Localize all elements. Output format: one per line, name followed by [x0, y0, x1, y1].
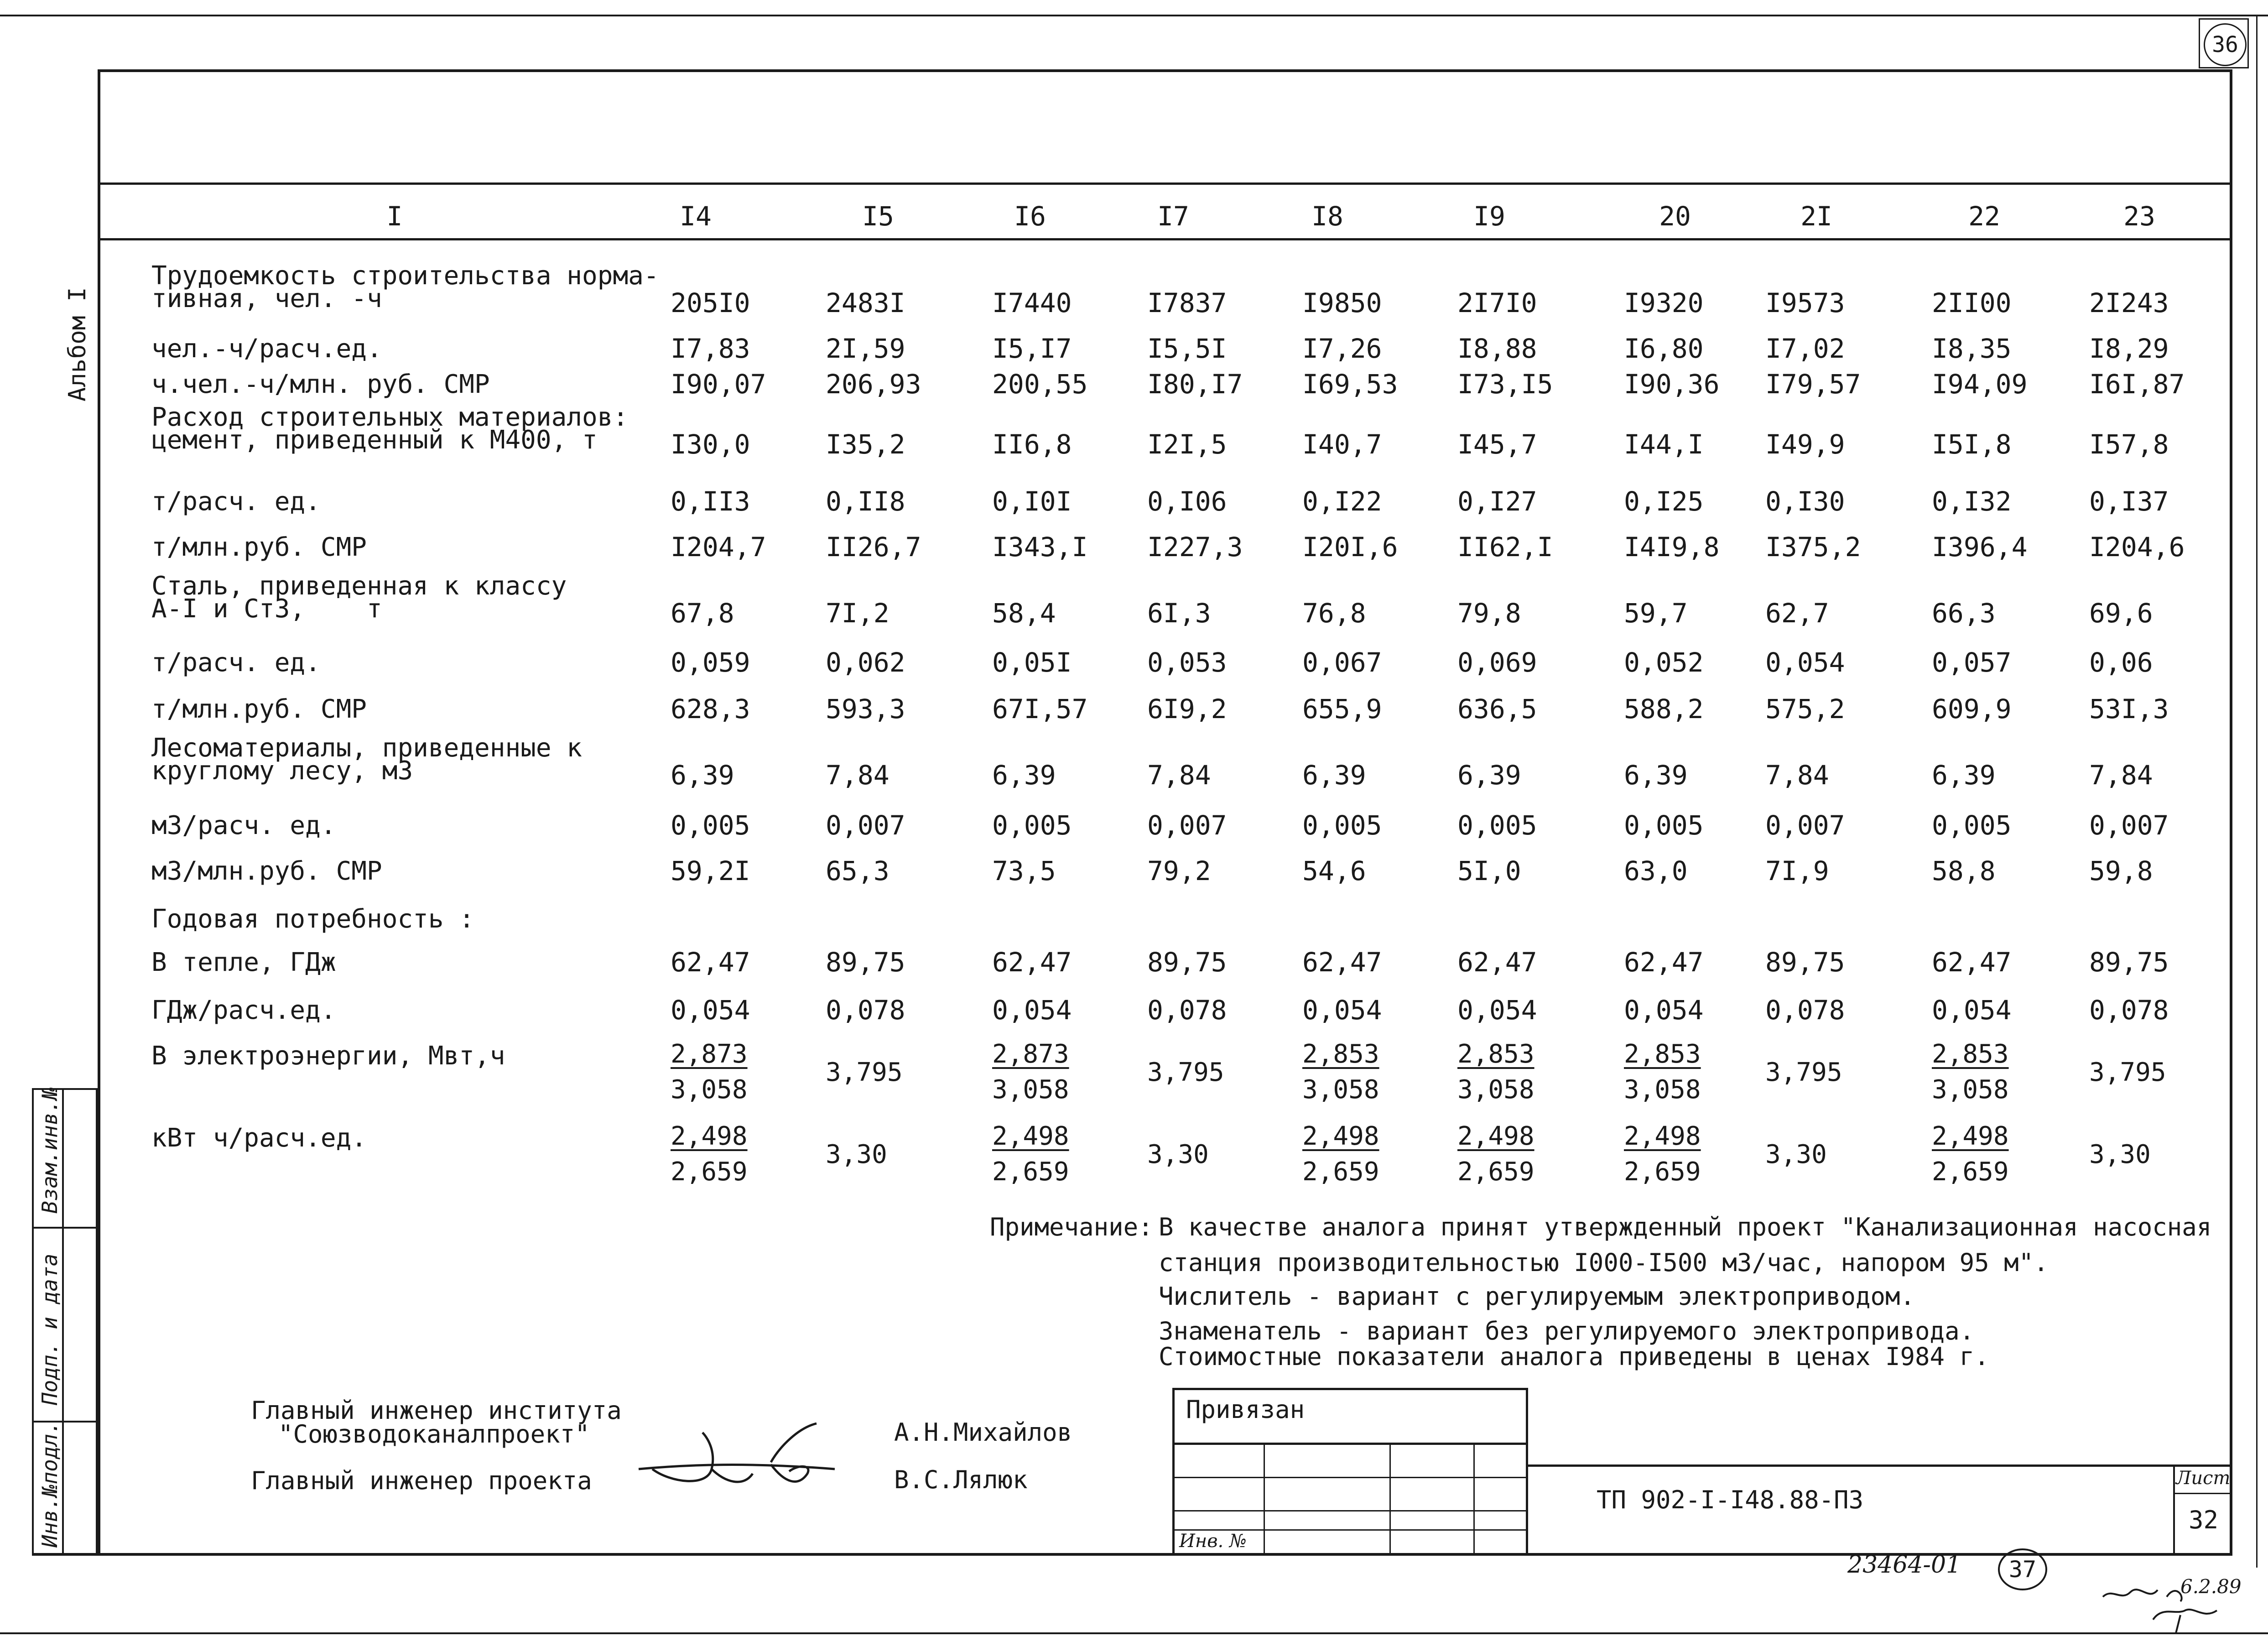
row-label: м3/млн.руб. СМР	[151, 856, 382, 886]
table-cell: I2I,5	[1147, 429, 1227, 460]
table-cell: 0,I32	[1932, 486, 2012, 517]
table-cell: 0,I25	[1624, 486, 1704, 517]
table-cell: 66,3	[1932, 598, 1996, 629]
fraction-numerator: 2,498	[1932, 1121, 2009, 1151]
table-cell: 62,47	[1457, 947, 1537, 978]
table-cell: 0,054	[1932, 995, 2012, 1026]
fraction-numerator: 2,498	[671, 1121, 748, 1151]
fraction-cell	[1457, 1037, 1535, 1108]
table-cell: 0,005	[1624, 810, 1704, 841]
table-cell: I35,2	[826, 429, 905, 460]
table-cell: 0,053	[1147, 647, 1227, 678]
header-bottom-line	[98, 238, 2232, 240]
table-cell: 6,39	[671, 760, 734, 791]
table-cell: I6,80	[1624, 333, 1704, 364]
side-stamp-inv-orig: Инв.№подл.	[37, 1421, 62, 1548]
fraction-cell	[1302, 1119, 1379, 1190]
table-cell: 655,9	[1302, 693, 1382, 724]
table-cell: I204,7	[671, 532, 766, 563]
row-label: Расход строительных материалов: цемент, приведенный к М400, т	[151, 402, 629, 455]
archive-number: 23464-01	[1847, 1551, 1961, 1579]
note-line-3: Числитель - вариант с регулируемым электроприводом.	[1159, 1282, 1915, 1311]
chief-engineer-institute-title: Главный инженер института	[251, 1396, 622, 1425]
table-cell: 63,0	[1624, 855, 1688, 886]
table-cell: 7I,2	[826, 598, 890, 629]
fraction-cell	[1147, 1055, 1224, 1090]
fraction-numerator: 2,498	[992, 1121, 1069, 1151]
row-label: т/млн.руб. СМР	[151, 694, 367, 724]
fraction-denominator: 2,659	[671, 1157, 748, 1187]
fraction-cell	[2089, 1137, 2151, 1173]
table-cell: 0,007	[1147, 810, 1227, 841]
table-cell: 0,007	[2089, 810, 2169, 841]
fraction-single-value: 3,30	[2089, 1140, 2151, 1169]
fraction-cell	[1624, 1037, 1701, 1108]
table-cell: 0,054	[1765, 647, 1845, 678]
table-cell: I80,I7	[1147, 369, 1243, 400]
header-col-5: I8	[1311, 201, 1343, 232]
table-cell: I7837	[1147, 287, 1227, 318]
table-cell: 59,8	[2089, 855, 2153, 886]
table-cell: I8,88	[1457, 333, 1537, 364]
table-cell: 0,078	[1147, 995, 1227, 1026]
fraction-numerator: 2,498	[1457, 1121, 1535, 1151]
fraction-numerator: 2,498	[1302, 1121, 1379, 1151]
table-cell: 0,II8	[826, 486, 905, 517]
fraction-numerator: 2,853	[1302, 1039, 1379, 1069]
table-cell: I343,I	[992, 532, 1088, 563]
fraction-denominator: 2,659	[1932, 1157, 2009, 1187]
table-cell: II26,7	[826, 532, 921, 563]
table-cell: 2I,59	[826, 333, 905, 364]
table-cell: 0,005	[671, 810, 750, 841]
table-cell: I57,8	[2089, 429, 2169, 460]
table-cell: I79,57	[1765, 369, 1861, 400]
table-cell: 67,8	[671, 598, 734, 629]
fraction-cell	[1932, 1119, 2009, 1190]
table-cell: I40,7	[1302, 429, 1382, 460]
fraction-cell	[826, 1137, 887, 1173]
sheet-number: 32	[2189, 1506, 2219, 1534]
fraction-numerator: 2,853	[1624, 1039, 1701, 1069]
frame-right	[2230, 69, 2232, 1556]
fraction-denominator: 2,659	[1624, 1157, 1701, 1187]
table-cell: 0,005	[1302, 810, 1382, 841]
side-stamp-signature: Подп. и дата	[37, 1253, 62, 1405]
fraction-cell	[992, 1119, 1069, 1190]
table-cell: 89,75	[826, 947, 905, 978]
fraction-single-value: 3,795	[1765, 1058, 1842, 1087]
table-cell: 575,2	[1765, 693, 1845, 724]
row-label: кВт ч/расч.ед.	[151, 1123, 367, 1153]
fraction-cell	[1765, 1137, 1827, 1173]
fraction-single-value: 3,795	[826, 1058, 903, 1087]
table-cell: 0,052	[1624, 647, 1704, 678]
row-label: Лесоматериалы, приведенные к круглому лесу, м3	[151, 733, 583, 786]
table-cell: 0,054	[1624, 995, 1704, 1026]
row-label: Трудоемкость строительства норма- тивная, чел. -ч	[151, 261, 659, 313]
table-cell: 0,005	[1932, 810, 2012, 841]
archive-circle: 37	[1998, 1548, 2047, 1590]
row-label: В электроэнергии, Мвт,ч	[151, 1041, 505, 1071]
signer-name-1: А.Н.Михайлов	[894, 1418, 1072, 1447]
table-cell: 73,5	[992, 855, 1056, 886]
table-cell: 609,9	[1932, 693, 2012, 724]
table-cell: 79,2	[1147, 855, 1211, 886]
table-cell: I5,I7	[992, 333, 1072, 364]
table-cell: 0,005	[992, 810, 1072, 841]
table-cell: I44,I	[1624, 429, 1704, 460]
fraction-denominator: 3,058	[992, 1075, 1069, 1105]
note-line-4: Знаменатель - вариант без регулируемого электропривода.	[1159, 1317, 1975, 1345]
table-cell: 2I7I0	[1457, 287, 1537, 318]
table-cell: 2II00	[1932, 287, 2012, 318]
table-cell: 628,3	[671, 693, 750, 724]
table-cell: 79,8	[1457, 598, 1521, 629]
table-cell: 0,054	[992, 995, 1072, 1026]
table-cell: I7440	[992, 287, 1072, 318]
header-col-label: I	[386, 201, 403, 232]
table-cell: I7,83	[671, 333, 750, 364]
table-cell: I9850	[1302, 287, 1382, 318]
table-cell: 205I0	[671, 287, 750, 318]
table-cell: 6I9,2	[1147, 693, 1227, 724]
table-cell: I90,36	[1624, 369, 1720, 400]
table-cell: 6,39	[1302, 760, 1366, 791]
fraction-cell	[1765, 1055, 1842, 1090]
table-cell: 6I,3	[1147, 598, 1211, 629]
table-cell: 69,6	[2089, 598, 2153, 629]
table-cell: 0,054	[1457, 995, 1537, 1026]
row-label: Годовая потребность :	[151, 904, 475, 934]
fraction-numerator: 2,873	[992, 1039, 1069, 1069]
table-cell: I204,6	[2089, 532, 2185, 563]
header-col-4: I7	[1157, 201, 1189, 232]
table-cell: 0,I27	[1457, 486, 1537, 517]
outer-bottom-line	[0, 1632, 2268, 1634]
table-cell: I8,29	[2089, 333, 2169, 364]
attached-label: Привязан	[1186, 1395, 1305, 1424]
table-cell: 89,75	[1147, 947, 1227, 978]
note-line-1: В качестве аналога принят утвержденный проект "Канализационная насосная	[1159, 1213, 2212, 1241]
table-cell: 0,078	[826, 995, 905, 1026]
table-cell: I7,02	[1765, 333, 1845, 364]
table-cell: I9573	[1765, 287, 1845, 318]
fraction-denominator: 3,058	[1302, 1075, 1379, 1105]
fraction-cell	[1932, 1037, 2009, 1108]
fraction-single-value: 3,795	[1147, 1058, 1224, 1087]
header-col-6: I9	[1473, 201, 1505, 232]
table-cell: 2483I	[826, 287, 905, 318]
table-cell: 58,4	[992, 598, 1056, 629]
frame-top	[98, 69, 2232, 72]
table-cell: 62,47	[992, 947, 1072, 978]
fraction-denominator: 3,058	[1457, 1075, 1535, 1105]
table-cell: 0,005	[1457, 810, 1537, 841]
table-cell: I20I,6	[1302, 532, 1398, 563]
table-cell: 0,057	[1932, 647, 2012, 678]
table-cell: 89,75	[1765, 947, 1845, 978]
table-cell: I45,7	[1457, 429, 1537, 460]
table-cell: 0,069	[1457, 647, 1537, 678]
note-line-2: станция производительностью I000-I500 м3/час, напором 95 м".	[1159, 1248, 2049, 1277]
inventory-number-label: Инв. №	[1179, 1531, 1247, 1552]
header-col-10: 23	[2123, 201, 2155, 232]
table-cell: 0,007	[1765, 810, 1845, 841]
fraction-numerator: 2,873	[671, 1039, 748, 1069]
table-cell: I6I,87	[2089, 369, 2185, 400]
row-label: т/расч. ед.	[151, 487, 321, 516]
table-cell: 62,47	[1932, 947, 2012, 978]
table-cell: 62,7	[1765, 598, 1829, 629]
table-cell: 7,84	[1147, 760, 1211, 791]
chief-engineer-project-title: Главный инженер проекта	[251, 1466, 592, 1495]
fraction-single-value: 3,30	[1765, 1140, 1827, 1169]
sheet-badge-number: 36	[2204, 23, 2247, 66]
table-cell: 7,84	[2089, 760, 2153, 791]
table-cell: 76,8	[1302, 598, 1366, 629]
fraction-cell	[1302, 1037, 1379, 1108]
row-label: ГДж/расч.ед.	[151, 995, 336, 1025]
header-col-3: I6	[1014, 201, 1046, 232]
fraction-denominator: 3,058	[671, 1075, 748, 1105]
fraction-cell	[1147, 1137, 1209, 1173]
fraction-numerator: 2,853	[1932, 1039, 2009, 1069]
row-label: ч.чел.-ч/млн. руб. СМР	[151, 370, 490, 399]
note-line-5: Стоимостные показатели аналога приведены в ценах I984 г.	[1159, 1342, 1989, 1371]
header-col-9: 22	[1968, 201, 2000, 232]
fraction-single-value: 3,795	[2089, 1058, 2166, 1087]
fraction-denominator: 2,659	[1302, 1157, 1379, 1187]
fraction-single-value: 3,30	[1147, 1140, 1209, 1169]
table-cell: 0,I06	[1147, 486, 1227, 517]
row-label: В тепле, ГДж	[151, 948, 336, 977]
table-cell: I5,5I	[1147, 333, 1227, 364]
fraction-cell	[671, 1037, 748, 1108]
table-cell: 54,6	[1302, 855, 1366, 886]
table-cell: I4I9,8	[1624, 532, 1720, 563]
fraction-numerator: 2,853	[1457, 1039, 1535, 1069]
table-cell: I7,26	[1302, 333, 1382, 364]
header-col-1: I4	[680, 201, 712, 232]
table-cell: 588,2	[1624, 693, 1704, 724]
fraction-single-value: 3,30	[826, 1140, 887, 1169]
table-cell: 0,I30	[1765, 486, 1845, 517]
table-cell: 59,2I	[671, 855, 750, 886]
table-cell: 0,054	[1302, 995, 1382, 1026]
table-cell: I375,2	[1765, 532, 1861, 563]
table-cell: 0,I22	[1302, 486, 1382, 517]
table-cell: I73,I5	[1457, 369, 1553, 400]
table-cell: 0,054	[671, 995, 750, 1026]
table-cell: I94,09	[1932, 369, 2028, 400]
table-cell: II62,I	[1457, 532, 1553, 563]
table-cell: 0,062	[826, 647, 905, 678]
table-cell: 0,05I	[992, 647, 1072, 678]
table-cell: I9320	[1624, 287, 1704, 318]
table-cell: 6,39	[1457, 760, 1521, 791]
table-cell: I227,3	[1147, 532, 1243, 563]
fraction-cell	[1457, 1119, 1535, 1190]
row-label: м3/расч. ед.	[151, 811, 336, 840]
fraction-denominator: 2,659	[1457, 1157, 1535, 1187]
table-cell: 89,75	[2089, 947, 2169, 978]
fraction-cell	[2089, 1055, 2166, 1090]
fraction-denominator: 3,058	[1624, 1075, 1701, 1105]
table-cell: 62,47	[1302, 947, 1382, 978]
table-cell: 67I,57	[992, 693, 1088, 724]
signature-scribble	[634, 1419, 844, 1501]
outer-top-line	[0, 15, 2268, 16]
fraction-denominator: 2,659	[992, 1157, 1069, 1187]
table-cell: 593,3	[826, 693, 905, 724]
table-cell: 65,3	[826, 855, 890, 886]
header-col-2: I5	[862, 201, 894, 232]
fraction-cell	[1624, 1119, 1701, 1190]
fraction-cell	[992, 1037, 1069, 1108]
table-cell: 7,84	[1765, 760, 1829, 791]
row-label: Сталь, приведенная к классу А-I и Ст3, т	[151, 571, 567, 624]
table-cell: 0,059	[671, 647, 750, 678]
table-cell: 62,47	[1624, 947, 1704, 978]
row-label: т/млн.руб. СМР	[151, 532, 367, 562]
table-cell: 6,39	[1932, 760, 1996, 791]
table-cell: 200,55	[992, 369, 1088, 400]
note-prefix: Примечание:	[990, 1213, 1153, 1241]
table-cell: 5I,0	[1457, 855, 1521, 886]
table-cell: 2I243	[2089, 287, 2169, 318]
header-col-8: 2I	[1800, 201, 1832, 232]
table-cell: 59,7	[1624, 598, 1688, 629]
table-cell: 0,007	[826, 810, 905, 841]
table-cell: 0,067	[1302, 647, 1382, 678]
handwritten-date: 6.2.89	[2180, 1575, 2242, 1598]
fraction-numerator: 2,498	[1624, 1121, 1701, 1151]
table-cell: 0,I37	[2089, 486, 2169, 517]
table-cell: 0,078	[1765, 995, 1845, 1026]
sheet-label: Лист	[2176, 1468, 2231, 1489]
fraction-cell	[826, 1055, 903, 1090]
album-label: Альбом I	[64, 287, 91, 401]
title-block	[1172, 1388, 2232, 1556]
side-stamp-inv-replace: Взам.инв.№	[37, 1087, 62, 1214]
sheet-badge	[2199, 18, 2249, 68]
table-cell: 0,I0I	[992, 486, 1072, 517]
institute-name: "Союзводоканалпроект"	[278, 1420, 590, 1449]
table-cell: I90,07	[671, 369, 766, 400]
table-top-line	[98, 182, 2232, 185]
table-cell: 0,06	[2089, 647, 2153, 678]
table-cell: 6,39	[1624, 760, 1688, 791]
frame-left	[98, 69, 100, 1556]
fraction-cell	[671, 1119, 748, 1190]
handwritten-initials	[2098, 1569, 2235, 1638]
fraction-denominator: 3,058	[1932, 1075, 2009, 1105]
table-cell: II6,8	[992, 429, 1072, 460]
table-cell: 7,84	[826, 760, 890, 791]
row-label: т/расч. ед.	[151, 648, 321, 677]
table-cell: 62,47	[671, 947, 750, 978]
header-col-7: 20	[1659, 201, 1691, 232]
table-cell: 6,39	[992, 760, 1056, 791]
document-code: ТП 902-I-I48.88-ПЗ	[1597, 1485, 1864, 1514]
table-cell: I30,0	[671, 429, 750, 460]
table-cell: 7I,9	[1765, 855, 1829, 886]
table-cell: I8,35	[1932, 333, 2012, 364]
table-cell: 636,5	[1457, 693, 1537, 724]
table-cell: I49,9	[1765, 429, 1845, 460]
table-cell: I396,4	[1932, 532, 2028, 563]
table-cell: 0,078	[2089, 995, 2169, 1026]
table-cell: 0,II3	[671, 486, 750, 517]
table-cell: I69,53	[1302, 369, 1398, 400]
table-cell: 58,8	[1932, 855, 1996, 886]
table-cell: 53I,3	[2089, 693, 2169, 724]
table-cell: I5I,8	[1932, 429, 2012, 460]
row-label: чел.-ч/расч.ед.	[151, 334, 382, 364]
table-cell: 206,93	[826, 369, 921, 400]
signer-name-2: В.С.Лялюк	[894, 1465, 1028, 1494]
right-margin-line	[2256, 16, 2258, 1568]
